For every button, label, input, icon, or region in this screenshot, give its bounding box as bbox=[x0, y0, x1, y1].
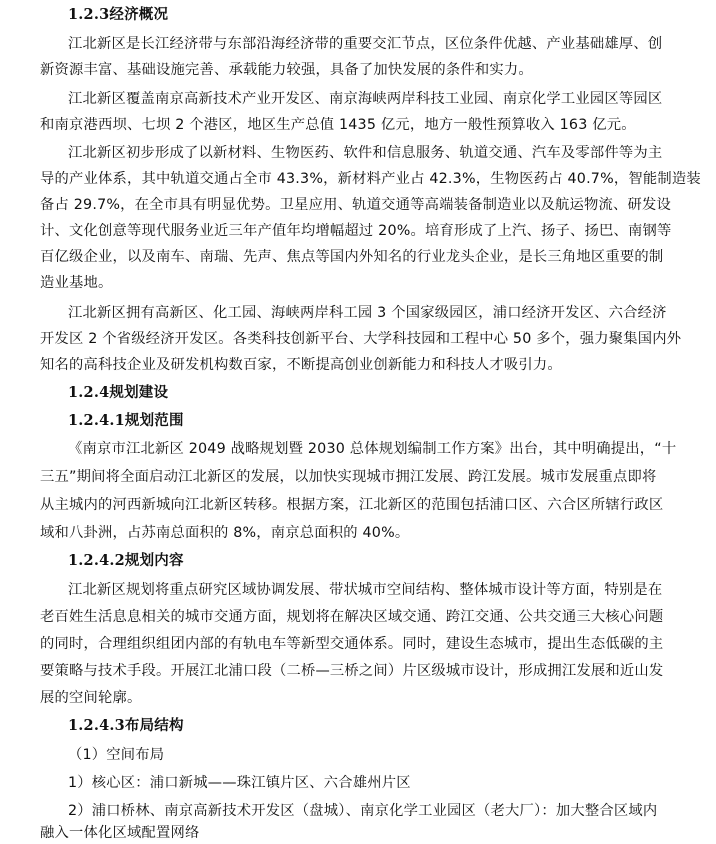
heading-1-2-3: 1.2.3经济概况 bbox=[68, 6, 169, 23]
paragraph-line: 的同时，合理组织组团内部的有轨电车等新型交通体系。同时，建设生态城市，提出生态低碳的主 bbox=[40, 636, 664, 652]
list-item: 1）核心区：浦口新城——珠江镇片区、六合雄州片区 bbox=[68, 775, 411, 791]
paragraph-line: 从主城内的河西新城向江北新区转移。根据方案，江北新区的范围包括浦口区、六合区所辖行政区 bbox=[40, 497, 664, 513]
heading-1-2-4-1: 1.2.4.1规划范围 bbox=[68, 412, 184, 429]
paragraph-line: 江北新区初步形成了以新材料、生物医药、软件和信息服务、轨道交通、汽车及零部件等为主 bbox=[68, 145, 663, 161]
heading-1-2-4-2: 1.2.4.2规划内容 bbox=[68, 552, 184, 569]
paragraph-line: 新资源丰富、基础设施完善、承载能力较强，具备了加快发展的条件和实力。 bbox=[40, 62, 533, 78]
heading-1-2-4: 1.2.4规划建设 bbox=[68, 384, 169, 401]
paragraph-line: 江北新区拥有高新区、化工园、海峡两岸科工园 3 个国家级园区，浦口经济开发区、六合经济 bbox=[68, 305, 667, 321]
paragraph-line: 计、文化创意等现代服务业近三年产值年均增幅超过 20%。培育形成了上汽、扬子、扬巴、南钢等 bbox=[40, 223, 672, 239]
paragraph-line: 老百姓生活息息相关的城市交通方面，规划将在解决区域交通、跨江交通、公共交通三大核心问题 bbox=[40, 609, 664, 625]
paragraph-line: 江北新区规划将重点研究区域协调发展、带状城市空间结构、整体城市设计等方面，特别是在 bbox=[68, 582, 663, 598]
paragraph-line: 江北新区是长江经济带与东部沿海经济带的重要交汇节点，区位条件优越、产业基础雄厚、创 bbox=[68, 36, 663, 52]
list-item-continued: 融入一体化区域配置网络 bbox=[40, 825, 200, 841]
paragraph-line: 和南京港西坝、七坝 2 个港区，地区生产总值 1435 亿元，地方一般性预算收入 163 亿元。 bbox=[40, 117, 636, 133]
paragraph-line: 百亿级企业，以及南车、南瑞、先声、焦点等国内外知名的行业龙头企业，是长三角地区重要的制 bbox=[40, 249, 664, 265]
list-item: 2）浦口桥林、南京高新技术开发区（盘城）、南京化学工业园区（老大厂）：加大整合区域内 bbox=[68, 803, 658, 819]
paragraph-line: 造业基地。 bbox=[40, 275, 113, 291]
subsection-label: （1）空间布局 bbox=[68, 747, 165, 763]
paragraph-line: 开发区 2 个省级经济开发区。各类科技创新平台、大学科技园和工程中心 50 多个，强力聚集国内外 bbox=[40, 331, 682, 347]
paragraph-line: 三五”期间将全面启动江北新区的发展，以加快实现城市拥江发展、跨江发展。城市发展重点即将 bbox=[40, 469, 657, 485]
paragraph-line: 备占 29.7%，在全市具有明显优势。卫星应用、轨道交通等高端装备制造业以及航运物流、研发设 bbox=[40, 197, 672, 213]
paragraph-line: 江北新区覆盖南京高新技术产业开发区、南京海峡两岸科技工业园、南京化学工业园区等园区 bbox=[68, 91, 663, 107]
paragraph-line: 知名的高科技企业及研发机构数百家，不断提高创业创新能力和科技人才吸引力。 bbox=[40, 357, 562, 373]
paragraph-line: 要策略与技术手段。开展江北浦口段（二桥—三桥之间）片区级城市设计，形成拥江发展和近山发 bbox=[40, 663, 664, 679]
paragraph-line: 域和八卦洲，占苏南总面积的 8%，南京总面积的 40%。 bbox=[40, 525, 410, 541]
paragraph-line: 展的空间轮廓。 bbox=[40, 690, 142, 706]
paragraph-line: 导的产业体系，其中轨道交通占全市 43.3%，新材料产业占 42.3%，生物医药占 40.7%，智能制造装 bbox=[40, 171, 701, 187]
paragraph-line: 《南京市江北新区 2049 战略规划暨 2030 总体规划编制工作方案》出台，其中明确提出，“十 bbox=[68, 441, 677, 457]
heading-1-2-4-3: 1.2.4.3布局结构 bbox=[68, 717, 184, 734]
